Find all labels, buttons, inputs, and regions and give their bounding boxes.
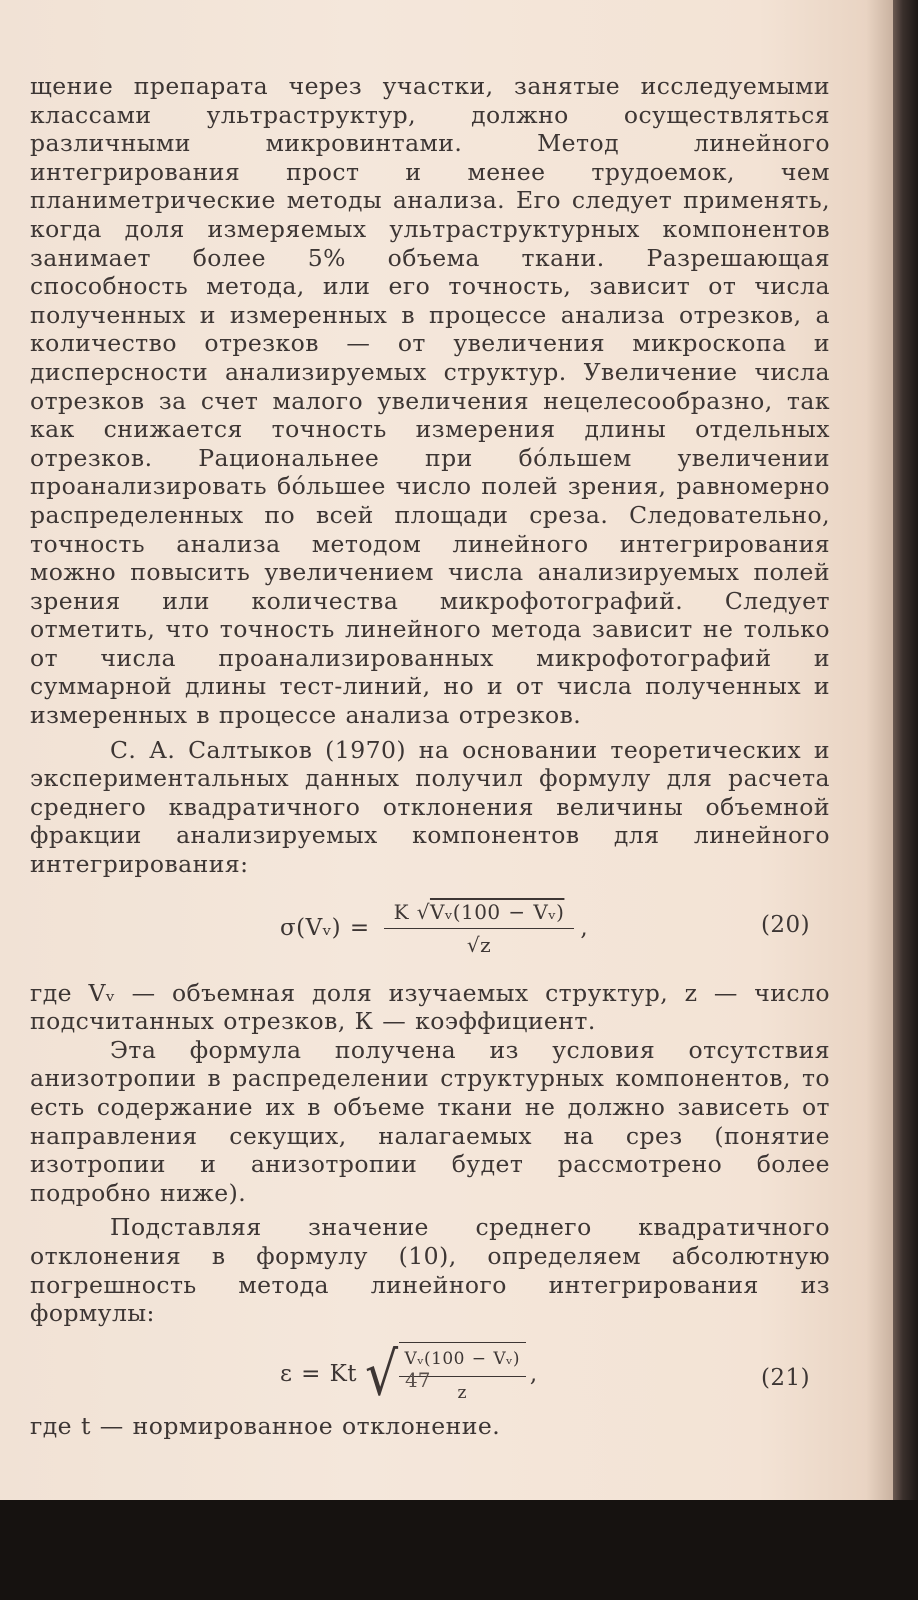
formula-20-number: (20) [760, 911, 810, 938]
paragraph-1: щение препарата через участки, занятые исследуемыми классами ультраструктур, должно осуществляться различными микровинтами. Метод линейного интегрирования прост и менее трудоемок, чем планиметрические методы анализа. Его следует применять, когда доля измеряемых ультраструктурных компонентов занимает более 5% объема ткани. Разрешающая способность метода, или его точность, зависит от числа полученных и измеренных в процессе анализа отрезков, а количество отрезков — от увеличения микроскопа и дисперсности анализируемых структур. Увеличение числа отрезков за счет малого увеличения нецелесообразно, так как снижается точность измерения длины отдельных отрезков. Рациональнее при бóльшем увеличении проанализировать бóльшее число полей зрения, равномерно распределенных по всей площади среза. Следовательно, точность анализа методом линейного интегрирования можно повысить увеличением числа анализируемых полей зрения или количества микрофотографий. Следует отметить, что точность линейного метода зависит не только от числа проанализированных микрофотографий и суммарной длины тест-линий, но и от числа полученных и измеренных в процессе анализа отрезков. [30, 72, 830, 730]
paragraph-6: где t — нормированное отклонение. [30, 1411, 501, 1440]
formula-20-expression [280, 889, 588, 969]
formula-20-denominator: √z [466, 933, 492, 958]
paragraph-4: Эта формула получена из условия отсутствия анизотропии в распределении структурных компонентов, то есть содержание их в объеме ткани не должно зависеть от направления секущих, налагаемых на срез (понятие изотропии и анизотропии будет рассмотрено более подробно ниже). [30, 1035, 830, 1207]
formula-20-numerator [384, 898, 575, 930]
formula-20 [30, 889, 830, 979]
formula-21-radical: √ [364, 1340, 399, 1410]
formula-21-denominator: z [457, 1382, 467, 1403]
book-spine-shadow [893, 0, 918, 1500]
formula-21-numerator: Vᵥ(100 − Vᵥ) [399, 1342, 526, 1377]
formula-21-number: (21) [760, 1364, 810, 1391]
paragraph-2: С. А. Салтыков (1970) на основании теоретических и экспериментальных данных получил формулу для расчета среднего квадратичного отклонения величины объемной фракции анализируемых компонентов для линейного интегрирования: [30, 735, 830, 879]
page-number: 47 [405, 1368, 431, 1392]
formula-20-lhs: σ(Vᵥ) = [280, 915, 370, 942]
formula-20-comma: , [580, 915, 589, 942]
formula-21-comma: , [529, 1361, 538, 1388]
dark-background [0, 1500, 918, 1600]
formula-20-num-prefix: K √ [393, 899, 430, 924]
paragraph-3: где Vᵥ — объемная доля изучаемых структур, z — число подсчитанных отрезков, К — коэффициент. [30, 978, 830, 1036]
page-text [30, 72, 830, 1440]
formula-20-radicand: Vᵥ(100 − Vᵥ) [429, 899, 565, 924]
paragraph-5: Подставляя значение среднего квадратичного отклонения в формулу (10), определяем абсолютную погрешность метода линейного интегрирования из формулы: [30, 1213, 830, 1328]
formula-20-fraction [384, 898, 575, 960]
formula-21-lhs: ε = Kt [280, 1361, 357, 1388]
